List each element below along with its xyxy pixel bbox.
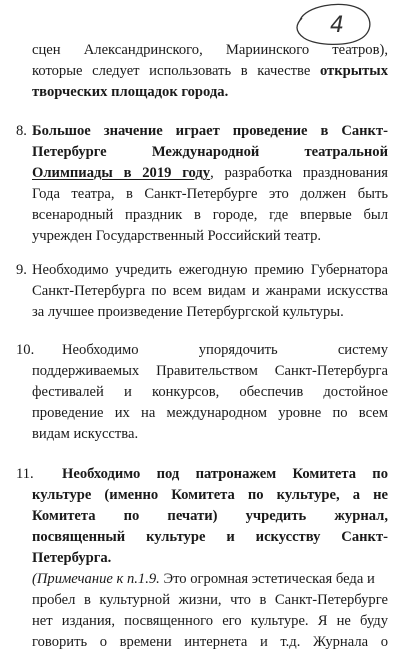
item-11-note-label: (Примечание к п.1.9.	[32, 571, 160, 587]
item-10-number: 10.	[16, 342, 35, 358]
item-10-line-4: проведение их на международном уровне по всем	[32, 405, 388, 421]
item-10-line-5: видам искусства.	[32, 426, 139, 442]
intro-line-2-bold: открытых	[319, 63, 388, 79]
item-11-line-1: Необходимо под патронажем Комитета по	[62, 466, 388, 482]
item-8-number: 8.	[16, 123, 27, 139]
item-11-note-line-1	[32, 569, 388, 591]
item-11-line-3: Комитета по печати) учредить журнал,	[32, 508, 388, 524]
intro-line-2-plain: которые следует использовать в качестве	[32, 63, 320, 79]
item-11-number: 11.	[16, 466, 34, 482]
item-9-line-1: Необходимо учредить ежегодную премию Губернатора	[32, 262, 388, 278]
intro-line-1: сцен Александринского, Мариинского театров),	[32, 42, 388, 58]
item-11-note-line-4: говорить о времени интернета и т.д. Журнала о	[32, 634, 388, 650]
item-8-line-3-plain: , разработка празднования	[210, 165, 388, 181]
item-10-line-1: Необходимо упорядочить систему	[62, 342, 388, 358]
item-8-line-6: учрежден Государственный Российский театр.	[32, 228, 322, 244]
intro-line-2	[32, 61, 388, 83]
item-9-line-2: Санкт-Петербурга по всем видам и жанрами искусства	[32, 283, 388, 299]
item-8-line-1: Большое значение играет проведение в Санкт-	[32, 123, 388, 139]
item-9-number: 9.	[16, 262, 27, 278]
item-10-line-3: фестивалей и конкурсов, обеспечив достойное	[32, 384, 388, 400]
intro-line-3: творческих площадок города.	[32, 84, 229, 100]
item-11-line-5: Петербурга.	[32, 550, 112, 566]
item-10-line-2: поддерживаемых Правительством Санкт-Петербурга	[32, 363, 388, 379]
item-11-line-4: посвященный культуре и искусству Санкт-	[32, 529, 388, 545]
page-number-text: 4	[330, 13, 344, 38]
item-11-note-line-3: нет издания, посвященного его культуре. Я не буду	[32, 613, 388, 629]
item-8-line-4: Года театра, в Санкт-Петербурге это должен быть	[32, 186, 388, 202]
item-11-line-2: культуре (именно Комитета по культуре, а не	[32, 487, 388, 503]
item-9-line-3: за лучшее произведение Петербургской культуры.	[32, 304, 344, 320]
item-8-line-3	[32, 163, 388, 185]
item-8-line-2: Петербурге Международной театральной	[32, 144, 388, 160]
item-8-line-5: всенародный праздник в городе, где впервые был	[32, 207, 388, 223]
item-11-note-text: Это огромная эстетическая беда и	[159, 571, 375, 587]
item-8-line-3-bold: Олимпиады в 2019 году	[32, 165, 211, 181]
item-11-note-line-2: пробел в культурной жизни, что в Санкт-Петербурге	[32, 592, 388, 608]
